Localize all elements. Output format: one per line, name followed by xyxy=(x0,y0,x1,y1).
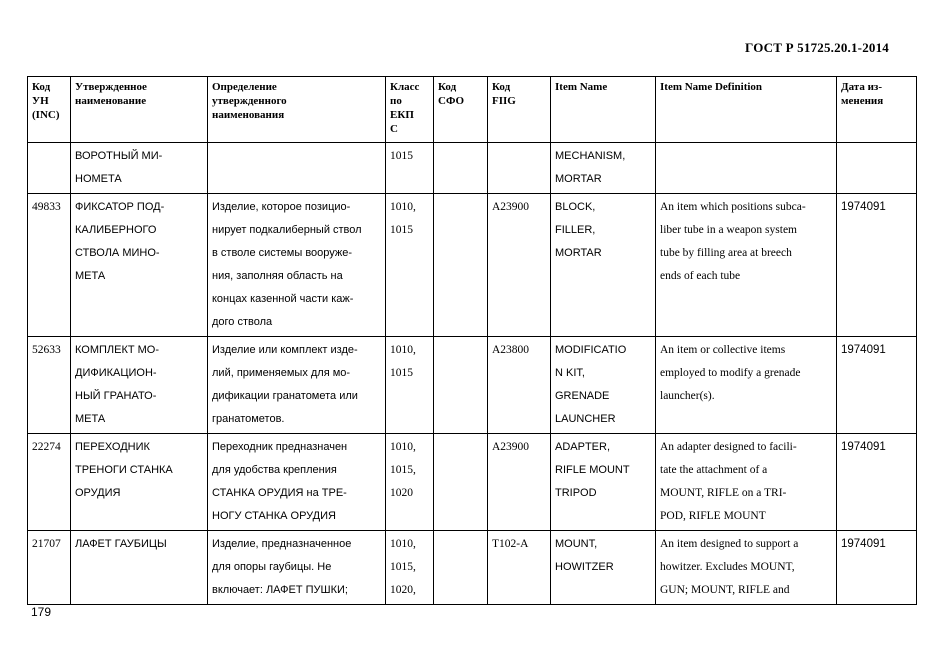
table-row xyxy=(28,143,917,194)
header-line: наименование xyxy=(75,95,147,107)
header-line: утвержденного xyxy=(212,95,287,107)
header-class xyxy=(386,77,434,143)
cell-line: концах казенной части каж- xyxy=(212,293,354,305)
cell-line: гранатометов. xyxy=(212,413,285,425)
cell-fiig xyxy=(488,143,551,194)
cell-line: BLOCK, xyxy=(555,201,596,213)
header-item-definition xyxy=(656,77,837,143)
cell-line: ния, заполняя область на xyxy=(212,270,343,282)
cell-line: 1020, xyxy=(390,584,416,596)
cell-approved-name xyxy=(71,337,208,434)
header-line: С xyxy=(390,123,398,135)
cell-line: МЕТА xyxy=(75,413,106,425)
cell-line: 1015 xyxy=(390,224,413,236)
header-line: (INC) xyxy=(32,109,60,121)
cell-line: включает: ЛАФЕТ ПУШКИ; xyxy=(212,584,348,596)
cell-sfo xyxy=(434,434,488,531)
header-line: Код xyxy=(32,81,51,93)
cell-inc xyxy=(28,143,71,194)
cell-line: N KIT, xyxy=(555,367,585,379)
cell-line: 1015, xyxy=(390,464,416,476)
cell-definition xyxy=(208,434,386,531)
cell-fiig: T102-A xyxy=(488,531,551,605)
cell-approved-name xyxy=(71,531,208,605)
cell-fiig: A23800 xyxy=(488,337,551,434)
cell-line: tate the attachment of a xyxy=(660,464,768,476)
cell-sfo xyxy=(434,194,488,337)
cell-line: НОМЕТА xyxy=(75,173,122,185)
header-item-name xyxy=(551,77,656,143)
header-line: Дата из- xyxy=(841,81,882,93)
cell-line: в стволе системы вооруже- xyxy=(212,247,353,259)
cell-change-date: 1974091 xyxy=(837,194,917,337)
header-line: Класс xyxy=(390,81,420,93)
cell-fiig: A23900 xyxy=(488,194,551,337)
cell-line: RIFLE MOUNT xyxy=(555,464,630,476)
cell-line: СТВОЛА МИНО- xyxy=(75,247,160,259)
cell-change-date: 1974091 xyxy=(837,434,917,531)
cell-line: ВОРОТНЫЙ МИ- xyxy=(75,150,163,162)
cell-line: нирует подкалиберный ствол xyxy=(212,224,362,236)
cell-inc: 49833 xyxy=(28,194,71,337)
cell-item-definition xyxy=(656,434,837,531)
cell-line: ФИКСАТОР ПОД- xyxy=(75,201,165,213)
cell-inc: 52633 xyxy=(28,337,71,434)
header-change-date xyxy=(837,77,917,143)
cell-definition xyxy=(208,531,386,605)
header-line: Утвержденное xyxy=(75,81,147,93)
cell-line: 1015 xyxy=(390,150,413,162)
catalog-table xyxy=(27,76,917,605)
cell-line: ПЕРЕХОДНИК xyxy=(75,441,150,453)
cell-line: HOWITZER xyxy=(555,561,614,573)
table-row xyxy=(28,434,917,531)
cell-item-name xyxy=(551,531,656,605)
cell-line: СТАНКА ОРУДИЯ на ТРЕ- xyxy=(212,487,347,499)
cell-sfo xyxy=(434,143,488,194)
cell-inc: 22274 xyxy=(28,434,71,531)
header-line: ЕКП xyxy=(390,109,414,121)
cell-line: LAUNCHER xyxy=(555,413,616,425)
cell-line: employed to modify a grenade xyxy=(660,367,801,379)
cell-approved-name xyxy=(71,194,208,337)
cell-line: КОМПЛЕКТ МО- xyxy=(75,344,160,356)
cell-change-date: 1974091 xyxy=(837,337,917,434)
cell-line: Изделие, которое позицио- xyxy=(212,201,351,213)
cell-line: НОГУ СТАНКА ОРУДИЯ xyxy=(212,510,336,522)
cell-line: 1010, xyxy=(390,201,416,213)
cell-line: 1010, xyxy=(390,441,416,453)
header-line: СФО xyxy=(438,95,465,107)
header-line: Код xyxy=(492,81,511,93)
header-line: Item Name xyxy=(555,81,608,93)
table-row xyxy=(28,337,917,434)
cell-line: An item designed to support a xyxy=(660,538,799,550)
cell-line: MODIFICATIO xyxy=(555,344,627,356)
cell-item-definition xyxy=(656,337,837,434)
header-line: FIIG xyxy=(492,95,516,107)
cell-line: Изделие, предназначенное xyxy=(212,538,352,550)
cell-class xyxy=(386,531,434,605)
header-line: Определение xyxy=(212,81,277,93)
cell-item-name xyxy=(551,337,656,434)
cell-line: TRIPOD xyxy=(555,487,597,499)
header-definition xyxy=(208,77,386,143)
cell-sfo xyxy=(434,337,488,434)
cell-inc: 21707 xyxy=(28,531,71,605)
cell-line: 1015 xyxy=(390,367,413,379)
cell-change-date xyxy=(837,143,917,194)
cell-definition xyxy=(208,194,386,337)
cell-fiig: A23900 xyxy=(488,434,551,531)
cell-line: КАЛИБЕРНОГО xyxy=(75,224,157,236)
cell-line: MOUNT, xyxy=(555,538,598,550)
cell-line: 1015, xyxy=(390,561,416,573)
header-line: Item Name Definition xyxy=(660,81,763,93)
cell-sfo xyxy=(434,531,488,605)
cell-line: MORTAR xyxy=(555,173,602,185)
cell-approved-name xyxy=(71,434,208,531)
header-line: УН xyxy=(32,95,49,107)
cell-definition xyxy=(208,337,386,434)
cell-item-name xyxy=(551,434,656,531)
cell-line: ОРУДИЯ xyxy=(75,487,121,499)
table-row xyxy=(28,531,917,605)
cell-line: MORTAR xyxy=(555,247,602,259)
cell-line: НЫЙ ГРАНАТО- xyxy=(75,390,157,402)
cell-class xyxy=(386,337,434,434)
cell-line: для опоры гаубицы. Не xyxy=(212,561,332,573)
header-line: по xyxy=(390,95,402,107)
cell-item-definition xyxy=(656,531,837,605)
cell-item-name xyxy=(551,194,656,337)
header-fiig xyxy=(488,77,551,143)
cell-line: An adapter designed to facili- xyxy=(660,441,797,453)
cell-line: launcher(s). xyxy=(660,390,715,402)
cell-line: howitzer. Excludes MOUNT, xyxy=(660,561,795,573)
document-standard-code: ГОСТ Р 51725.20.1-2014 xyxy=(745,40,889,55)
cell-line: GUN; MOUNT, RIFLE and xyxy=(660,584,790,596)
cell-item-definition xyxy=(656,143,837,194)
cell-line: GRENADE xyxy=(555,390,610,402)
cell-line: Изделие или комплект изде- xyxy=(212,344,358,356)
cell-line: MOUNT, RIFLE on a TRI- xyxy=(660,487,787,499)
cell-line: Переходник предназначен xyxy=(212,441,348,453)
cell-class xyxy=(386,194,434,337)
cell-change-date: 1974091 xyxy=(837,531,917,605)
cell-line: 1010, xyxy=(390,538,416,550)
header-approved-name xyxy=(71,77,208,143)
cell-line: ДИФИКАЦИОН- xyxy=(75,367,157,379)
cell-line: MECHANISM, xyxy=(555,150,626,162)
cell-line: POD, RIFLE MOUNT xyxy=(660,510,766,522)
cell-line: 1010, xyxy=(390,344,416,356)
table-header-row xyxy=(28,77,917,143)
cell-line: ТРЕНОГИ СТАНКА xyxy=(75,464,173,476)
cell-line: ЛАФЕТ ГАУБИЦЫ xyxy=(75,538,167,550)
header-line: Код xyxy=(438,81,457,93)
cell-item-name xyxy=(551,143,656,194)
cell-line: An item which positions subca- xyxy=(660,201,806,213)
cell-line: МЕТА xyxy=(75,270,106,282)
cell-line: FILLER, xyxy=(555,224,596,236)
header-inc xyxy=(28,77,71,143)
page-number: 179 xyxy=(31,605,52,619)
cell-class xyxy=(386,434,434,531)
cell-line: ADAPTER, xyxy=(555,441,611,453)
header-line: наименования xyxy=(212,109,285,121)
cell-line: лий, применяемых для мо- xyxy=(212,367,351,379)
cell-line: liber tube in a weapon system xyxy=(660,224,798,236)
cell-line: ends of each tube xyxy=(660,270,741,282)
cell-line: An item or collective items xyxy=(660,344,786,356)
cell-item-definition xyxy=(656,194,837,337)
table-body xyxy=(28,143,917,605)
cell-line: дого ствола xyxy=(212,316,273,328)
header-sfo xyxy=(434,77,488,143)
cell-line: 1020 xyxy=(390,487,413,499)
header-line: менения xyxy=(841,95,884,107)
cell-line: tube by filling area at breech xyxy=(660,247,792,259)
cell-line: для удобства крепления xyxy=(212,464,337,476)
cell-definition xyxy=(208,143,386,194)
cell-class xyxy=(386,143,434,194)
table-row xyxy=(28,194,917,337)
cell-line: дификации гранатомета или xyxy=(212,390,358,402)
cell-approved-name xyxy=(71,143,208,194)
